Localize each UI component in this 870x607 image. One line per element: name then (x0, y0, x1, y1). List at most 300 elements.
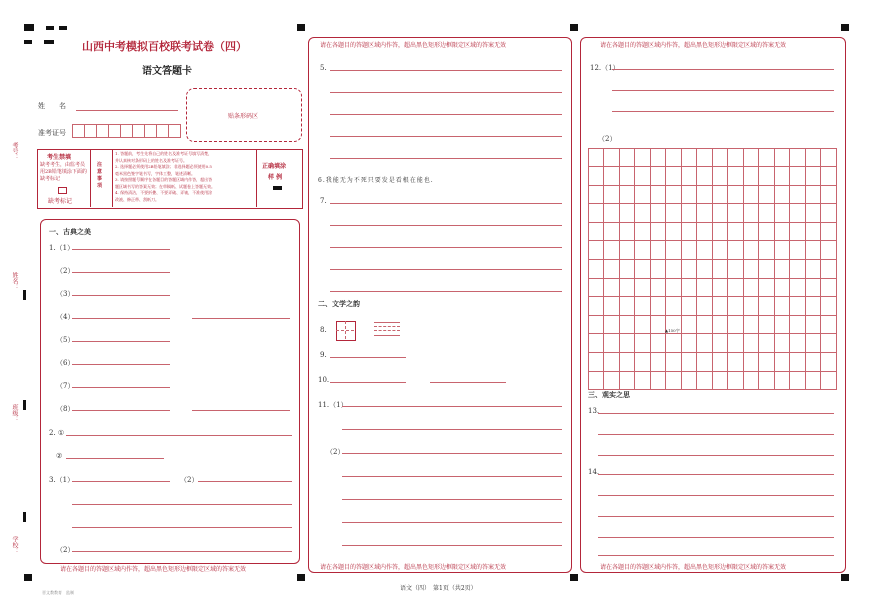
grid-cell[interactable] (603, 315, 620, 335)
answer-line[interactable] (330, 203, 562, 204)
alignment-mark (24, 40, 32, 44)
answer-line[interactable] (330, 382, 406, 383)
grid-cell[interactable] (619, 185, 636, 205)
grid-cell[interactable] (774, 222, 791, 242)
name-label: 姓 名 (38, 102, 66, 110)
grid-cell[interactable] (820, 185, 837, 205)
note-line: 题区域书写的答案无效；在草稿纸、试题卷上答题无效。 (115, 183, 215, 189)
answer-line[interactable] (72, 481, 170, 482)
answer-line[interactable] (342, 476, 562, 477)
grid-cell[interactable] (789, 352, 806, 372)
grid-cell[interactable] (619, 315, 636, 335)
q9-label: 9. (320, 351, 327, 359)
absent-checkbox[interactable] (58, 187, 67, 194)
answer-line[interactable] (72, 551, 292, 552)
grid-cell[interactable] (603, 278, 620, 298)
q14-label: 14. (588, 468, 600, 476)
grid-cell[interactable] (665, 352, 682, 372)
grid-cell[interactable] (805, 259, 822, 279)
grid-cell[interactable] (805, 296, 822, 316)
grid-cell[interactable] (758, 352, 775, 372)
answer-line[interactable] (330, 136, 562, 137)
grid-cell[interactable] (820, 296, 837, 316)
answer-line[interactable] (330, 158, 562, 159)
grid-cell[interactable] (805, 185, 822, 205)
grid-cell[interactable] (650, 371, 667, 391)
answer-line[interactable] (72, 504, 292, 505)
grid-cell[interactable] (603, 352, 620, 372)
grid-cell[interactable] (634, 315, 651, 335)
answer-line[interactable] (72, 272, 170, 273)
grid-cell[interactable] (712, 296, 729, 316)
grid-cell[interactable] (650, 203, 667, 223)
grid-cell[interactable] (634, 222, 651, 242)
grid-cell[interactable] (743, 259, 760, 279)
id-boxes[interactable] (72, 124, 180, 137)
grid-cell[interactable] (681, 259, 698, 279)
grid-cell[interactable] (619, 166, 636, 186)
grid-cell[interactable] (727, 278, 744, 298)
grid-cell[interactable] (696, 371, 713, 391)
grid-cell[interactable] (789, 278, 806, 298)
answer-line[interactable] (72, 341, 170, 342)
answer-line[interactable] (192, 318, 290, 319)
grid-cell[interactable] (774, 333, 791, 353)
grid-cell[interactable] (588, 315, 605, 335)
grid-cell[interactable] (588, 296, 605, 316)
grid-cell[interactable] (758, 296, 775, 316)
grid-cell[interactable] (820, 315, 837, 335)
candidate-title: 考生禁填 (47, 154, 72, 161)
grid-cell[interactable] (681, 352, 698, 372)
grid-cell[interactable] (774, 148, 791, 168)
grid-cell[interactable] (634, 296, 651, 316)
grid-cell[interactable] (603, 371, 620, 391)
grid-cell[interactable] (820, 203, 837, 223)
grid-cell[interactable] (603, 203, 620, 223)
grid-cell[interactable] (696, 240, 713, 260)
answer-line[interactable] (598, 474, 834, 475)
grid-cell[interactable] (758, 222, 775, 242)
grid-cell[interactable] (634, 259, 651, 279)
section1-title: 一、古典之美 (49, 227, 91, 236)
grid-cell[interactable] (665, 278, 682, 298)
grid-cell[interactable] (743, 296, 760, 316)
grid-cell[interactable] (774, 352, 791, 372)
q13-label: 13. (588, 407, 600, 415)
answer-line[interactable] (612, 111, 834, 112)
grid-cell[interactable] (727, 222, 744, 242)
q12b-label: （2） (598, 135, 617, 143)
grid-cell[interactable] (805, 315, 822, 335)
grid-cell[interactable] (774, 278, 791, 298)
grid-cell[interactable] (774, 296, 791, 316)
grid-cell[interactable] (603, 148, 620, 168)
grid-cell[interactable] (665, 148, 682, 168)
answer-line[interactable] (72, 295, 170, 296)
q1-sub-label: （4） (56, 313, 75, 321)
grid-cell[interactable] (665, 166, 682, 186)
grid-cell[interactable] (603, 333, 620, 353)
grid-cell[interactable] (619, 259, 636, 279)
grid-cell[interactable] (681, 371, 698, 391)
grid-cell[interactable] (774, 166, 791, 186)
q8-tianzige-box[interactable] (336, 321, 356, 341)
answer-line[interactable] (598, 455, 834, 456)
grid-cell[interactable] (805, 148, 822, 168)
grid-cell[interactable] (588, 259, 605, 279)
grid-cell[interactable] (696, 203, 713, 223)
grid-cell[interactable] (820, 222, 837, 242)
grid-cell[interactable] (665, 371, 682, 391)
grid-cell[interactable] (727, 185, 744, 205)
q1-sub-label: （5） (56, 336, 75, 344)
answer-line[interactable] (330, 225, 562, 226)
grid-cell[interactable] (758, 278, 775, 298)
grid-cell[interactable] (789, 166, 806, 186)
answer-line[interactable] (342, 406, 562, 407)
grid-cell[interactable] (789, 315, 806, 335)
grid-cell[interactable] (743, 203, 760, 223)
grid-cell[interactable] (743, 333, 760, 353)
grid-cell[interactable] (603, 166, 620, 186)
grid-cell[interactable] (805, 240, 822, 260)
grid-cell[interactable] (820, 333, 837, 353)
grid-cell[interactable] (820, 371, 837, 391)
grid-cell[interactable] (650, 148, 667, 168)
grid-cell[interactable] (743, 166, 760, 186)
name-field[interactable] (76, 110, 178, 111)
grid-cell[interactable] (727, 352, 744, 372)
grid-cell[interactable] (588, 166, 605, 186)
grid-cell[interactable] (681, 185, 698, 205)
grid-cell[interactable] (727, 315, 744, 335)
grid-cell[interactable] (696, 278, 713, 298)
answer-line[interactable] (598, 434, 834, 435)
grid-cell[interactable] (650, 352, 667, 372)
grid-cell[interactable] (712, 203, 729, 223)
grid-cell[interactable] (727, 296, 744, 316)
grid-cell[interactable] (634, 352, 651, 372)
grid-cell[interactable] (712, 278, 729, 298)
answer-line[interactable] (330, 114, 562, 115)
grid-cell[interactable] (603, 296, 620, 316)
grid-cell[interactable] (619, 352, 636, 372)
grid-cell[interactable] (619, 148, 636, 168)
grid-cell[interactable] (681, 148, 698, 168)
grid-cell[interactable] (805, 352, 822, 372)
answer-line[interactable] (72, 387, 170, 388)
grid-cell[interactable] (712, 166, 729, 186)
notes-title: 注意事项 (97, 162, 103, 189)
grid-cell[interactable] (758, 333, 775, 353)
grid-cell[interactable] (774, 371, 791, 391)
grid-cell[interactable] (758, 166, 775, 186)
alignment-mark (297, 574, 305, 581)
grid-cell[interactable] (789, 222, 806, 242)
grid-cell[interactable] (820, 259, 837, 279)
answer-line[interactable] (598, 516, 834, 517)
grid-cell[interactable] (789, 240, 806, 260)
grid-cell[interactable] (665, 333, 682, 353)
grid-cell[interactable] (712, 333, 729, 353)
grid-cell[interactable] (665, 203, 682, 223)
grid-cell[interactable] (820, 240, 837, 260)
section2-title: 二、文学之韵 (318, 299, 360, 308)
q6-label: 6.我能无为不死只要发是看根在能也. (318, 177, 434, 184)
grid-cell[interactable] (712, 222, 729, 242)
grid-cell[interactable] (588, 352, 605, 372)
answer-line[interactable] (330, 269, 562, 270)
grid-cell[interactable] (681, 240, 698, 260)
grid-cell[interactable] (681, 166, 698, 186)
grid-cell[interactable] (805, 166, 822, 186)
grid-cell[interactable] (588, 240, 605, 260)
grid-cell[interactable] (650, 278, 667, 298)
alignment-mark (24, 24, 34, 31)
grid-cell[interactable] (619, 278, 636, 298)
note-line: 4. 保持清洁，不要折叠、不要弄破、弄皱，不准使用涂 (115, 190, 213, 195)
grid-cell[interactable] (743, 371, 760, 391)
grid-cell[interactable] (820, 352, 837, 372)
alignment-mark (23, 400, 26, 410)
warning-text: 请在各题目的答题区域内作答，超出黑色矩形边框限定区域的答案无效 (600, 564, 787, 571)
grid-cell[interactable] (758, 185, 775, 205)
grid-cell[interactable] (650, 185, 667, 205)
grid-cell[interactable] (619, 240, 636, 260)
answer-line[interactable] (342, 453, 562, 454)
grid-cell[interactable] (696, 315, 713, 335)
answer-line[interactable] (598, 537, 834, 538)
grid-cell[interactable] (650, 315, 667, 335)
grid-cell[interactable] (681, 315, 698, 335)
grid-cell[interactable] (805, 222, 822, 242)
grid-cell[interactable] (743, 315, 760, 335)
grid-cell[interactable] (634, 148, 651, 168)
grid-cell[interactable] (712, 315, 729, 335)
grid-cell[interactable] (619, 333, 636, 353)
grid-cell[interactable] (650, 333, 667, 353)
alignment-mark (841, 24, 849, 31)
grid-cell[interactable] (743, 352, 760, 372)
grid-cell[interactable] (774, 185, 791, 205)
grid-cell[interactable] (634, 185, 651, 205)
q3b-label: （2） (180, 476, 199, 484)
grid-cell[interactable] (665, 259, 682, 279)
grid-cell[interactable] (634, 166, 651, 186)
warning-text: 请在各题目的答题区域内作答，超出黑色矩形边框限定区域的答案无效 (60, 566, 247, 573)
grid-cell[interactable] (603, 259, 620, 279)
answer-line[interactable] (342, 429, 562, 430)
grid-cell[interactable] (634, 203, 651, 223)
answer-line[interactable] (598, 495, 834, 496)
grid-cell[interactable] (712, 259, 729, 279)
answer-line[interactable] (192, 410, 290, 411)
grid-cell[interactable] (789, 259, 806, 279)
grid-cell[interactable] (588, 148, 605, 168)
note-line: 2. 选择题必须使用2B铅笔填涂；非选择题必须使用0.5 (115, 164, 212, 169)
grid-cell[interactable] (681, 333, 698, 353)
alignment-mark (46, 26, 54, 30)
side-label-exam-no: 考号： (11, 142, 18, 160)
alignment-mark (44, 40, 54, 44)
grid-cell[interactable] (619, 222, 636, 242)
answer-line[interactable] (72, 249, 170, 250)
grid-cell[interactable] (696, 148, 713, 168)
grid-cell[interactable] (743, 222, 760, 242)
grid-cell[interactable] (789, 185, 806, 205)
grid-cell[interactable] (603, 185, 620, 205)
grid-cell[interactable] (727, 259, 744, 279)
grid-cell[interactable] (727, 148, 744, 168)
grid-cell[interactable] (758, 315, 775, 335)
grid-cell[interactable] (634, 333, 651, 353)
grid-cell[interactable] (650, 222, 667, 242)
answer-line[interactable] (342, 522, 562, 523)
grid-cell[interactable] (619, 296, 636, 316)
grid-cell[interactable] (650, 296, 667, 316)
grid-cell[interactable] (588, 333, 605, 353)
grid-cell[interactable] (805, 371, 822, 391)
grid-cell[interactable] (712, 148, 729, 168)
grid-cell[interactable] (789, 333, 806, 353)
grid-cell[interactable] (758, 371, 775, 391)
answer-line[interactable] (342, 499, 562, 500)
candidate-text: 缺考考生，由监考员用2B铅笔填涂下面的缺考标记 (40, 162, 87, 182)
grid-cell[interactable] (696, 296, 713, 316)
answer-line[interactable] (330, 291, 562, 292)
card-title: 语文答题卡 (142, 66, 192, 77)
note-line: 改液、修正带、刮纸刀。 (115, 196, 159, 202)
grid-cell[interactable] (650, 166, 667, 186)
grid-cell[interactable] (665, 222, 682, 242)
note-line: 毫米黑色签字笔书写，字体工整，笔迹清晰。 (115, 170, 195, 176)
grid-cell[interactable] (588, 278, 605, 298)
grid-cell[interactable] (743, 240, 760, 260)
grid-cell[interactable] (681, 203, 698, 223)
grid-cell[interactable] (758, 203, 775, 223)
grid-cell[interactable] (696, 259, 713, 279)
grid-cell[interactable] (820, 278, 837, 298)
q1-sub-label: （6） (56, 359, 75, 367)
answer-line[interactable] (66, 458, 164, 459)
answer-line[interactable] (612, 69, 834, 70)
essay-grid[interactable] (588, 148, 836, 390)
grid-cell[interactable] (696, 333, 713, 353)
alignment-mark (570, 24, 578, 31)
grid-cell[interactable] (789, 296, 806, 316)
q1-sub-label: （8） (56, 405, 75, 413)
answer-line[interactable] (330, 70, 562, 71)
answer-line[interactable] (330, 92, 562, 93)
answer-line[interactable] (598, 413, 834, 414)
answer-line[interactable] (66, 435, 292, 436)
answer-line[interactable] (72, 527, 292, 528)
grid-cell[interactable] (743, 185, 760, 205)
answer-line[interactable] (198, 481, 292, 482)
answer-line[interactable] (72, 364, 170, 365)
grid-cell[interactable] (774, 203, 791, 223)
grid-cell[interactable] (820, 148, 837, 168)
grid-cell[interactable] (789, 371, 806, 391)
grid-cell[interactable] (712, 371, 729, 391)
answer-line[interactable] (342, 545, 562, 546)
q8-four-line-grid[interactable] (374, 322, 400, 336)
grid-cell[interactable] (774, 315, 791, 335)
grid-cell[interactable] (665, 296, 682, 316)
grid-cell[interactable] (743, 148, 760, 168)
warning-text: 请在各题目的答题区域内作答，超出黑色矩形边框限定区域的答案无效 (320, 42, 507, 49)
answer-line[interactable] (72, 410, 170, 411)
answer-line[interactable] (598, 555, 834, 556)
grid-cell[interactable] (588, 222, 605, 242)
grid-cell[interactable] (665, 240, 682, 260)
grid-cell[interactable] (743, 278, 760, 298)
answer-line[interactable] (72, 318, 170, 319)
grid-cell[interactable] (603, 222, 620, 242)
grid-cell[interactable] (619, 203, 636, 223)
grid-cell[interactable] (727, 333, 744, 353)
answer-line[interactable] (612, 90, 834, 91)
grid-cell[interactable] (805, 333, 822, 353)
grid-cell[interactable] (588, 203, 605, 223)
grid-cell[interactable] (650, 240, 667, 260)
grid-cell[interactable] (727, 203, 744, 223)
grid-cell[interactable] (619, 371, 636, 391)
grid-cell[interactable] (681, 278, 698, 298)
grid-cell[interactable] (820, 166, 837, 186)
grid-cell[interactable] (789, 203, 806, 223)
grid-cell[interactable] (727, 240, 744, 260)
grid-cell[interactable] (665, 185, 682, 205)
answer-line[interactable] (430, 382, 506, 383)
q7-label: 7. (320, 197, 327, 205)
grid-cell[interactable] (805, 278, 822, 298)
grid-cell[interactable] (634, 278, 651, 298)
grid-cell[interactable] (681, 296, 698, 316)
grid-cell[interactable] (696, 166, 713, 186)
answer-line[interactable] (330, 357, 406, 358)
grid-cell[interactable] (758, 148, 775, 168)
grid-cell[interactable] (588, 371, 605, 391)
grid-cell[interactable] (712, 240, 729, 260)
grid-cell[interactable] (696, 222, 713, 242)
grid-cell[interactable] (712, 185, 729, 205)
grid-cell[interactable] (696, 352, 713, 372)
grid-cell[interactable] (696, 185, 713, 205)
answer-line[interactable] (330, 247, 562, 248)
grid-cell[interactable] (712, 352, 729, 372)
grid-cell[interactable] (727, 371, 744, 391)
id-label: 准考证号 (38, 129, 66, 137)
grid-cell[interactable] (634, 240, 651, 260)
grid-cell[interactable] (758, 240, 775, 260)
grid-cell[interactable] (634, 371, 651, 391)
grid-cell[interactable] (789, 148, 806, 168)
grid-cell[interactable] (588, 185, 605, 205)
grid-cell[interactable] (681, 222, 698, 242)
grid-cell[interactable] (758, 259, 775, 279)
grid-cell[interactable] (650, 259, 667, 279)
grid-cell[interactable] (774, 259, 791, 279)
grid-cell[interactable] (603, 240, 620, 260)
grid-cell[interactable] (805, 203, 822, 223)
q3c-label: （2） (56, 546, 75, 554)
absent-label: 缺考标记 (48, 198, 73, 205)
q8-box-guide (336, 330, 354, 331)
grid-cell[interactable] (727, 166, 744, 186)
grid-cell[interactable] (774, 240, 791, 260)
